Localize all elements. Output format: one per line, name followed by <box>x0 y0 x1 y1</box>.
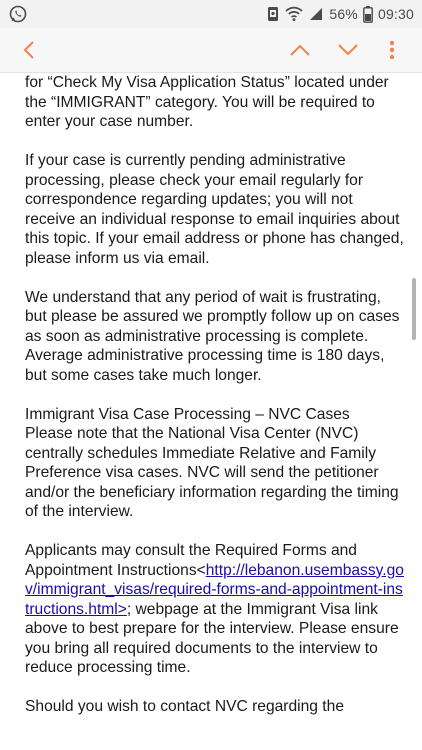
email-paragraph-pending: If your case is currently pending administrative processing, please check your email regularly for correspondence regarding updates; you will not receive an individual response to email inquiries about this topic. If your email address or phone has changed, please inform us via email. <box>25 152 404 267</box>
signal-icon <box>308 6 324 22</box>
email-paragraph-nvc: Immigrant Visa Case Processing – NVC Cases Please note that the National Visa Center (NVC) centrally schedules Immediate Relative and Family Preference visa cases. NVC will send the petitioner and/or the beneficiary information regarding the timing of the interview. <box>25 405 399 520</box>
battery-icon <box>363 6 373 23</box>
forms-text-start: Applicants may consult the Required Forms and Appointment Instructions< <box>25 542 357 579</box>
back-arrow-icon <box>20 40 40 60</box>
email-paragraph-status: for “Check My Visa Application Status” located under the “IMMIGRANT” category. You will be required to enter your case number. <box>25 74 389 130</box>
email-body[interactable] <box>0 73 422 750</box>
email-text <box>25 73 405 736</box>
scrollbar-thumb[interactable] <box>412 278 416 340</box>
more-vertical-icon <box>389 40 395 60</box>
chevron-up-icon <box>289 43 311 57</box>
back-button[interactable] <box>12 28 48 72</box>
next-email-button[interactable] <box>330 28 366 72</box>
wifi-icon <box>285 6 303 22</box>
chevron-down-icon <box>337 43 359 57</box>
status-bar <box>0 0 422 28</box>
clock: 09:30 <box>377 6 414 22</box>
email-paragraph-forms <box>25 541 405 678</box>
more-options-button[interactable] <box>374 28 410 72</box>
email-paragraph-wait: We understand that any period of wait is frustrating, but please be assured we promptly follow up on cases as soon as administrative processing is complete. Average administrative processing time is 180 days, but some cases take much longer. <box>25 288 400 384</box>
battery-percent: 56% <box>329 6 358 22</box>
email-paragraph-contact: Should you wish to contact NVC regarding the <box>25 698 344 715</box>
status-icons <box>266 0 414 28</box>
screenshot-icon <box>266 6 280 22</box>
email-toolbar <box>0 28 422 73</box>
forms-text-end: ; webpage at the Immigrant Visa link above to best prepare for the interview. Please ensure you bring all required documents to the interview to reduce processing time. <box>25 600 399 676</box>
forms-instructions-link[interactable]: http://lebanon.usembassy.gov/immigrant_visas/required-forms-and-appointment-instructions.html> <box>25 561 404 618</box>
previous-email-button[interactable] <box>282 28 318 72</box>
whatsapp-icon <box>8 4 28 24</box>
